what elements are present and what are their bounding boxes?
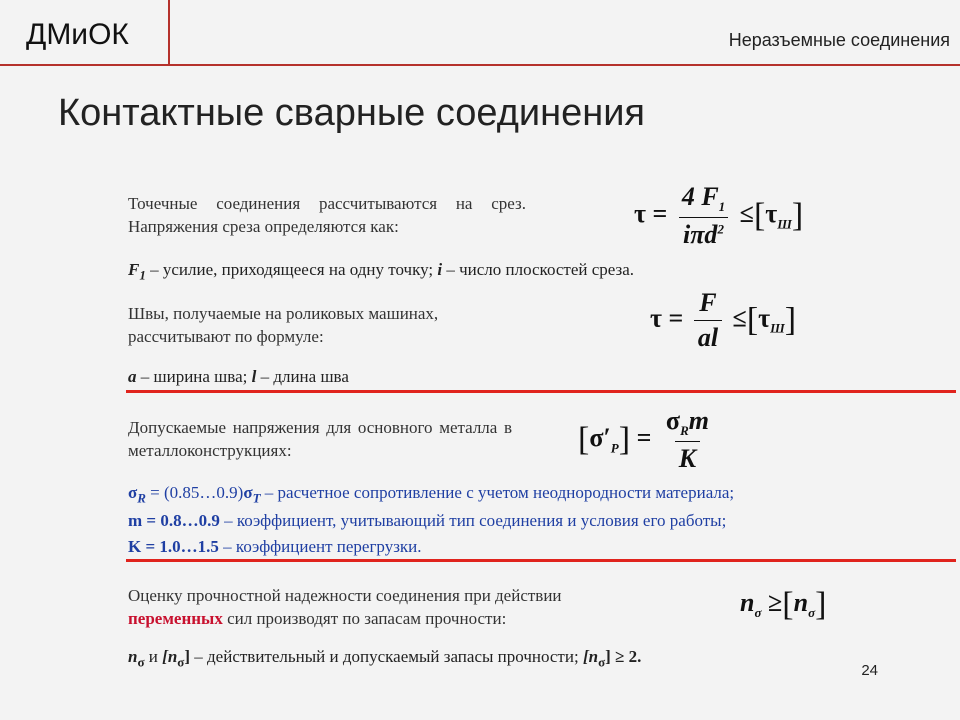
spot-weld-note (128, 259, 634, 286)
spot-weld-formula (634, 182, 803, 250)
sigma-r-text: – расчетное сопротивление с учетом неоднородности материала; (260, 483, 735, 502)
note-symbol-f-sub: 1 (139, 267, 146, 283)
bracket-left: [ (782, 586, 794, 624)
fatigue-highlight: переменных (128, 609, 223, 628)
formula-fraction (678, 182, 729, 250)
formula-equals: = (652, 199, 668, 229)
sigma-r-definition (128, 482, 734, 509)
symbol-sigma-t: σ (243, 483, 253, 502)
bracket-right: ] (815, 586, 827, 624)
note-and: и (144, 647, 163, 666)
numerator-sub: R (680, 423, 689, 439)
seam-weld-description: Швы, получаемые на роликовых машинах, рассчитывают по формуле: (128, 304, 439, 346)
formula-n-allowed-sub: σ (808, 605, 816, 621)
bracket-left: [ (753, 197, 766, 235)
note-text-a: – усилие, приходящееся на одну точку; (145, 260, 438, 279)
note-symbol-n-sub: σ (137, 654, 145, 670)
allowable-stress-description: Допускаемые напряжения для основного металла в металлоконструкциях: (128, 418, 512, 460)
symbol-sigma-r-sub: R (137, 490, 146, 506)
spot-weld-description: Точечные соединения рассчитываются на срез. Напряжения среза определяются как: (128, 194, 526, 236)
note-symbol-n-allowed-2: [n (582, 647, 599, 666)
symbol-k: K = 1.0…1.5 (128, 537, 219, 556)
formula-n: n (740, 588, 755, 617)
formula-n-sub: σ (754, 605, 762, 621)
formula-sigma-sub: P (610, 440, 619, 456)
formula-tau: τ (650, 303, 662, 333)
symbol-sigma-r: σ (128, 483, 138, 502)
note-symbol-n-allowed-sub: σ (177, 654, 185, 670)
bracket-right: ] (618, 421, 631, 459)
formula-denominator (679, 217, 728, 250)
note-symbol-n: n (128, 647, 138, 666)
header-divider-horizontal (0, 64, 960, 66)
note-symbol-l: l (251, 367, 257, 386)
formula-denominator: al (694, 320, 722, 353)
numerator-sigma: σ (665, 406, 681, 435)
formula-fraction (694, 288, 722, 353)
page-number: 24 (861, 662, 878, 679)
note-symbol-i: i (437, 260, 443, 279)
section-separator-1 (126, 390, 956, 393)
m-coefficient-definition (128, 510, 726, 532)
formula-le: ≤ (732, 303, 747, 333)
note-symbol-f: F (128, 260, 140, 279)
note-ge-two: ≥ 2. (610, 647, 642, 666)
numerator-sub: 1 (718, 199, 726, 215)
note-text: – действительный и допускаемый запасы прочности; (190, 647, 583, 666)
bracket-right: ] (791, 197, 804, 235)
section-separator-2 (126, 559, 956, 562)
bracket-left: [ (746, 301, 759, 339)
formula-equals: = (668, 303, 684, 333)
note-text-b: – число плоскостей среза. (442, 260, 635, 279)
formula-tau-allowed: τ (765, 199, 778, 229)
fatigue-text-a: Оценку прочностной надежности соединения при действии (128, 586, 562, 605)
safety-factor-formula (740, 588, 826, 622)
numerator-m: m (688, 406, 709, 435)
formula-denominator: K (675, 441, 700, 474)
bracket-left: [ (578, 421, 590, 459)
note-symbol-a: a (128, 367, 137, 386)
note-text-l: – длина шва (256, 367, 349, 386)
k-coefficient-definition (128, 536, 422, 558)
formula-numerator (662, 406, 713, 441)
seam-weld-note (128, 366, 349, 388)
denominator-sup: 2 (717, 221, 724, 237)
formula-sigma: σ′ (589, 423, 611, 453)
fatigue-description (128, 584, 694, 630)
formula-tau-allowed: τ (758, 303, 771, 333)
formula-le: ≤ (739, 199, 754, 229)
seam-weld-formula (650, 288, 796, 353)
formula-n-allowed: n (793, 588, 809, 617)
section-title: Неразъемные соединения (728, 30, 950, 50)
formula-equals: = (636, 423, 652, 453)
formula-tau: τ (634, 199, 646, 229)
slide-title: Контактные сварные соединения (58, 92, 645, 134)
sigma-r-range: = (0.85…0.9) (145, 483, 244, 502)
formula-tau-allowed-sub: Ш (777, 216, 792, 232)
note-text-a: – ширина шва; (136, 367, 252, 386)
symbol-sigma-t-sub: T (252, 490, 261, 506)
symbol-m: m = 0.8…0.9 (128, 511, 220, 530)
bracket-right: ] (784, 301, 797, 339)
formula-ge: ≥ (767, 588, 783, 617)
header-divider-vertical (168, 0, 170, 66)
brand-title: ДМиОК (26, 18, 129, 51)
note-bracket-close: ] (184, 647, 191, 666)
note-bracket-close-2: ] (605, 647, 611, 666)
note-symbol-n-allowed: [n (162, 647, 178, 666)
numerator-text: 4 F (681, 182, 719, 211)
safety-factor-note (128, 646, 641, 673)
note-symbol-n-allowed-2-sub: σ (598, 654, 606, 670)
formula-numerator (678, 182, 729, 217)
formula-numerator: F (699, 288, 717, 317)
fatigue-text-b: сил производят по запасам прочности: (222, 609, 507, 628)
denominator-text: iπd (683, 220, 718, 250)
formula-fraction (662, 406, 713, 474)
formula-tau-allowed-sub: Ш (770, 320, 785, 336)
allowable-stress-formula (578, 406, 717, 474)
k-text: – коэффициент перегрузки. (218, 537, 422, 556)
m-text: – коэффициент, учитывающий тип соединения и условия его работы; (219, 511, 727, 530)
